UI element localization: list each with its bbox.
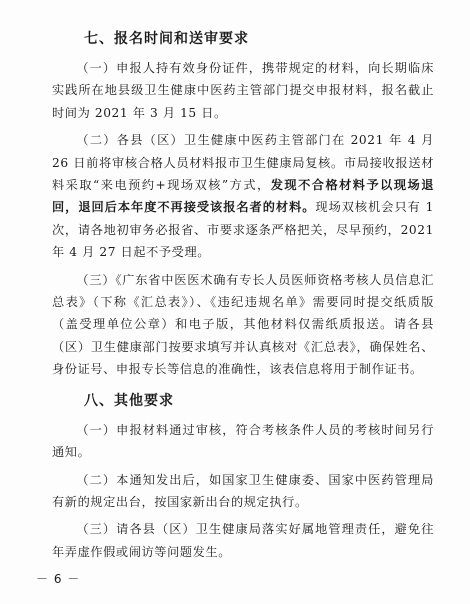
paragraph-text: （一）申报人持有效身份证件，携带规定的材料，向长期临床实践所在地县级卫生健康中医药主管部门提交申报材料，报名截止时间为 2021 年 3 月 15 日。 <box>52 61 434 120</box>
paragraph <box>52 129 434 263</box>
paragraph-text: （二）各县（区）卫生健康中医药主管部门在 2021 年 4 月 26 日前将审核合格人员材料报市卫生健康局复核。市局接收报送材料采取“来电预约+现场双核”方式， <box>52 133 434 193</box>
paragraph-bold-text: 发现不合格材料予以现场退回，退回后本年度不再接受该报名者的材料。 <box>52 178 435 215</box>
section-heading-other-requirements: 八、其他要求 <box>84 392 174 409</box>
paragraph-text: （二）本通知发出后，如国家卫生健康委、国家中医药管理局有新的规定出台，按国家新出台的规定执行。 <box>52 472 434 509</box>
section-heading-registration: 七、报名时间和送审要求 <box>84 31 249 47</box>
paragraph <box>52 57 434 124</box>
page-number: － 6 － <box>36 572 81 586</box>
paragraph <box>52 269 434 381</box>
paragraph <box>52 518 434 563</box>
paragraph-text: （三）《广东省中医医术确有专长人员医师资格考核人员信息汇总表》（下称《汇总表》）、《违纪违规名单》需要同时提交纸质版（盖受理单位公章）和电子版，其他材料仅需纸质报送。请各县（区）卫生健康部门按要求填写并认真核对《汇总表》，确保姓名、身份证号、申报专长等信息的准确性，该表信息将用于制作证书。 <box>52 272 434 377</box>
paragraph <box>52 419 434 464</box>
paragraph-text: （三）请各县（区）卫生健康局落实好属地管理责任，避免往年弄虚作假或闹访等问题发生。 <box>52 522 434 559</box>
paragraph-text: （一）申报材料通过审核，符合考核条件人员的考核时间另行通知。 <box>52 422 434 460</box>
document-body <box>52 30 434 568</box>
paragraph-text: 现场双核机会只有 1 次，请各地初审务必报省、市要求逐条严格把关，尽早预约，2021 年 4 月 27 日起不予受理。 <box>52 200 434 260</box>
paragraph <box>52 469 434 514</box>
